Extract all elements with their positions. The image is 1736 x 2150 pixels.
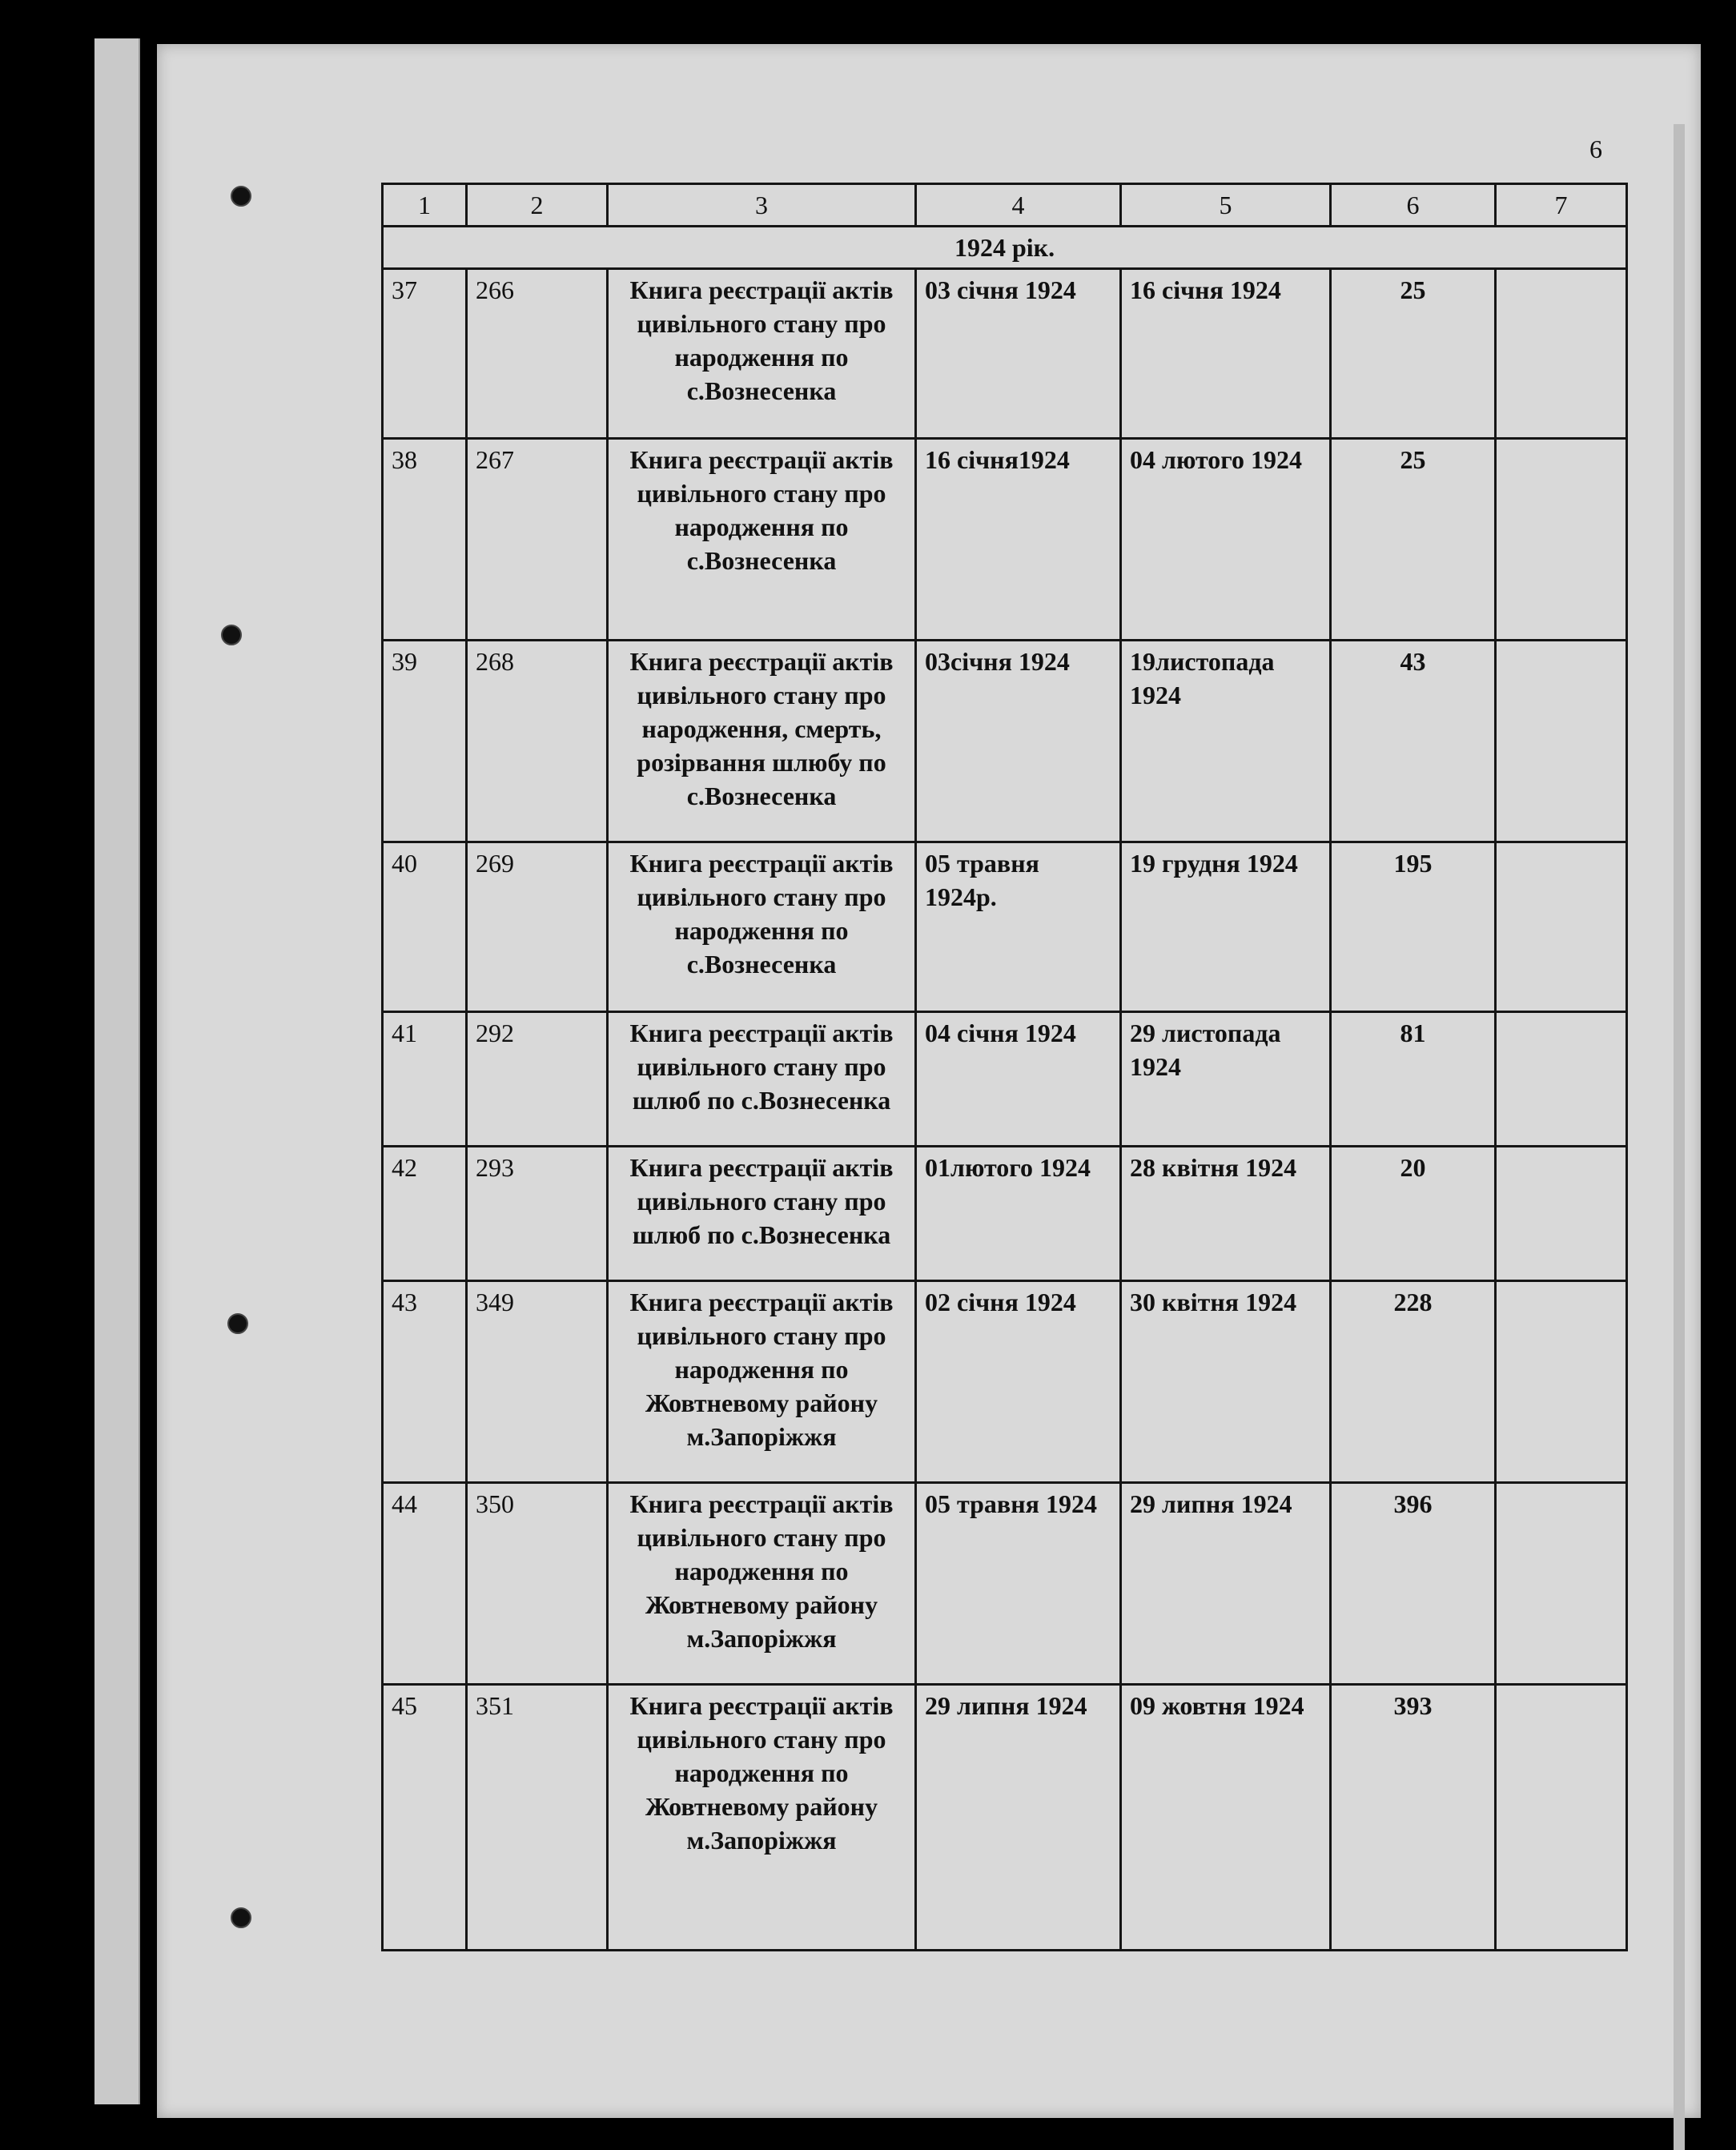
sheet-count: 25 — [1331, 439, 1496, 641]
case-title: Книга реєстрації актів цивільного стану про народження, смерть, розірвання шлюбу по с.Вознесенка — [608, 641, 916, 842]
start-date: 29 липня 1924 — [916, 1685, 1121, 1951]
start-date: 04 січня 1924 — [916, 1012, 1121, 1147]
case-title: Книга реєстрації актів цивільного стану про народження по Жовтневому району м.Запоріжжя — [608, 1281, 916, 1483]
case-number: 293 — [467, 1147, 608, 1281]
start-date: 01лютого 1924 — [916, 1147, 1121, 1281]
sheet-count: 393 — [1331, 1685, 1496, 1951]
table-row — [383, 1685, 1627, 1951]
column-number: 4 — [916, 184, 1121, 227]
notes-cell — [1496, 1281, 1627, 1483]
binder-hole-2 — [221, 625, 242, 645]
case-number: 268 — [467, 641, 608, 842]
end-date: 19листопада 1924 — [1121, 641, 1331, 842]
entry-number: 45 — [383, 1685, 467, 1951]
table-row — [383, 439, 1627, 641]
table-row — [383, 1281, 1627, 1483]
binder-hole-1 — [231, 186, 251, 207]
end-date: 29 липня 1924 — [1121, 1483, 1331, 1685]
archive-register-table — [381, 183, 1628, 1951]
column-number: 3 — [608, 184, 916, 227]
sheet-count: 195 — [1331, 842, 1496, 1012]
case-title: Книга реєстрації актів цивільного стану про шлюб по с.Вознесенка — [608, 1012, 916, 1147]
entry-number: 38 — [383, 439, 467, 641]
sheet-count: 25 — [1331, 269, 1496, 439]
end-date: 09 жовтня 1924 — [1121, 1685, 1331, 1951]
column-number: 2 — [467, 184, 608, 227]
table-row — [383, 1147, 1627, 1281]
end-date: 04 лютого 1924 — [1121, 439, 1331, 641]
case-number: 349 — [467, 1281, 608, 1483]
notes-cell — [1496, 439, 1627, 641]
sheet-count: 20 — [1331, 1147, 1496, 1281]
table-row — [383, 842, 1627, 1012]
case-number: 269 — [467, 842, 608, 1012]
notes-cell — [1496, 269, 1627, 439]
column-number: 5 — [1121, 184, 1331, 227]
case-title: Книга реєстрації актів цивільного стану про народження по Жовтневому району м.Запоріжжя — [608, 1685, 916, 1951]
sheet-count: 396 — [1331, 1483, 1496, 1685]
entry-number: 42 — [383, 1147, 467, 1281]
page-stack-edge — [1674, 124, 1685, 2150]
start-date: 03 січня 1924 — [916, 269, 1121, 439]
start-date: 02 січня 1924 — [916, 1281, 1121, 1483]
table-row — [383, 269, 1627, 439]
notes-cell — [1496, 842, 1627, 1012]
case-number: 351 — [467, 1685, 608, 1951]
start-date: 05 травня 1924 — [916, 1483, 1121, 1685]
case-title: Книга реєстрації актів цивільного стану про народження по Жовтневому району м.Запоріжжя — [608, 1483, 916, 1685]
notes-cell — [1496, 1147, 1627, 1281]
year-heading: 1924 рік. — [383, 227, 1627, 269]
case-number: 350 — [467, 1483, 608, 1685]
column-number: 6 — [1331, 184, 1496, 227]
end-date: 19 грудня 1924 — [1121, 842, 1331, 1012]
entry-number: 44 — [383, 1483, 467, 1685]
entry-number: 40 — [383, 842, 467, 1012]
year-heading-row — [383, 227, 1627, 269]
binder-hole-4 — [231, 1907, 251, 1928]
sheet-count: 81 — [1331, 1012, 1496, 1147]
table-row — [383, 1483, 1627, 1685]
page-number: 6 — [1589, 135, 1602, 163]
back-sheet-edge — [94, 38, 140, 2104]
column-number-row — [383, 184, 1627, 227]
entry-number: 37 — [383, 269, 467, 439]
column-number: 1 — [383, 184, 467, 227]
sheet-count: 43 — [1331, 641, 1496, 842]
start-date: 16 січня1924 — [916, 439, 1121, 641]
sheet-count: 228 — [1331, 1281, 1496, 1483]
case-number: 266 — [467, 269, 608, 439]
case-number: 267 — [467, 439, 608, 641]
case-number: 292 — [467, 1012, 608, 1147]
notes-cell — [1496, 1685, 1627, 1951]
table-row — [383, 641, 1627, 842]
end-date: 16 січня 1924 — [1121, 269, 1331, 439]
case-title: Книга реєстрації актів цивільного стану про народження по с.Вознесенка — [608, 439, 916, 641]
entry-number: 43 — [383, 1281, 467, 1483]
column-number: 7 — [1496, 184, 1627, 227]
end-date: 29 листопада 1924 — [1121, 1012, 1331, 1147]
start-date: 03січня 1924 — [916, 641, 1121, 842]
start-date: 05 травня 1924р. — [916, 842, 1121, 1012]
notes-cell — [1496, 1012, 1627, 1147]
entry-number: 41 — [383, 1012, 467, 1147]
notes-cell — [1496, 1483, 1627, 1685]
end-date: 30 квітня 1924 — [1121, 1281, 1331, 1483]
case-title: Книга реєстрації актів цивільного стану про народження по с.Вознесенка — [608, 269, 916, 439]
table-row — [383, 1012, 1627, 1147]
notes-cell — [1496, 641, 1627, 842]
case-title: Книга реєстрації актів цивільного стану про шлюб по с.Вознесенка — [608, 1147, 916, 1281]
binder-hole-3 — [227, 1313, 248, 1334]
entry-number: 39 — [383, 641, 467, 842]
case-title: Книга реєстрації актів цивільного стану про народження по с.Вознесенка — [608, 842, 916, 1012]
end-date: 28 квітня 1924 — [1121, 1147, 1331, 1281]
